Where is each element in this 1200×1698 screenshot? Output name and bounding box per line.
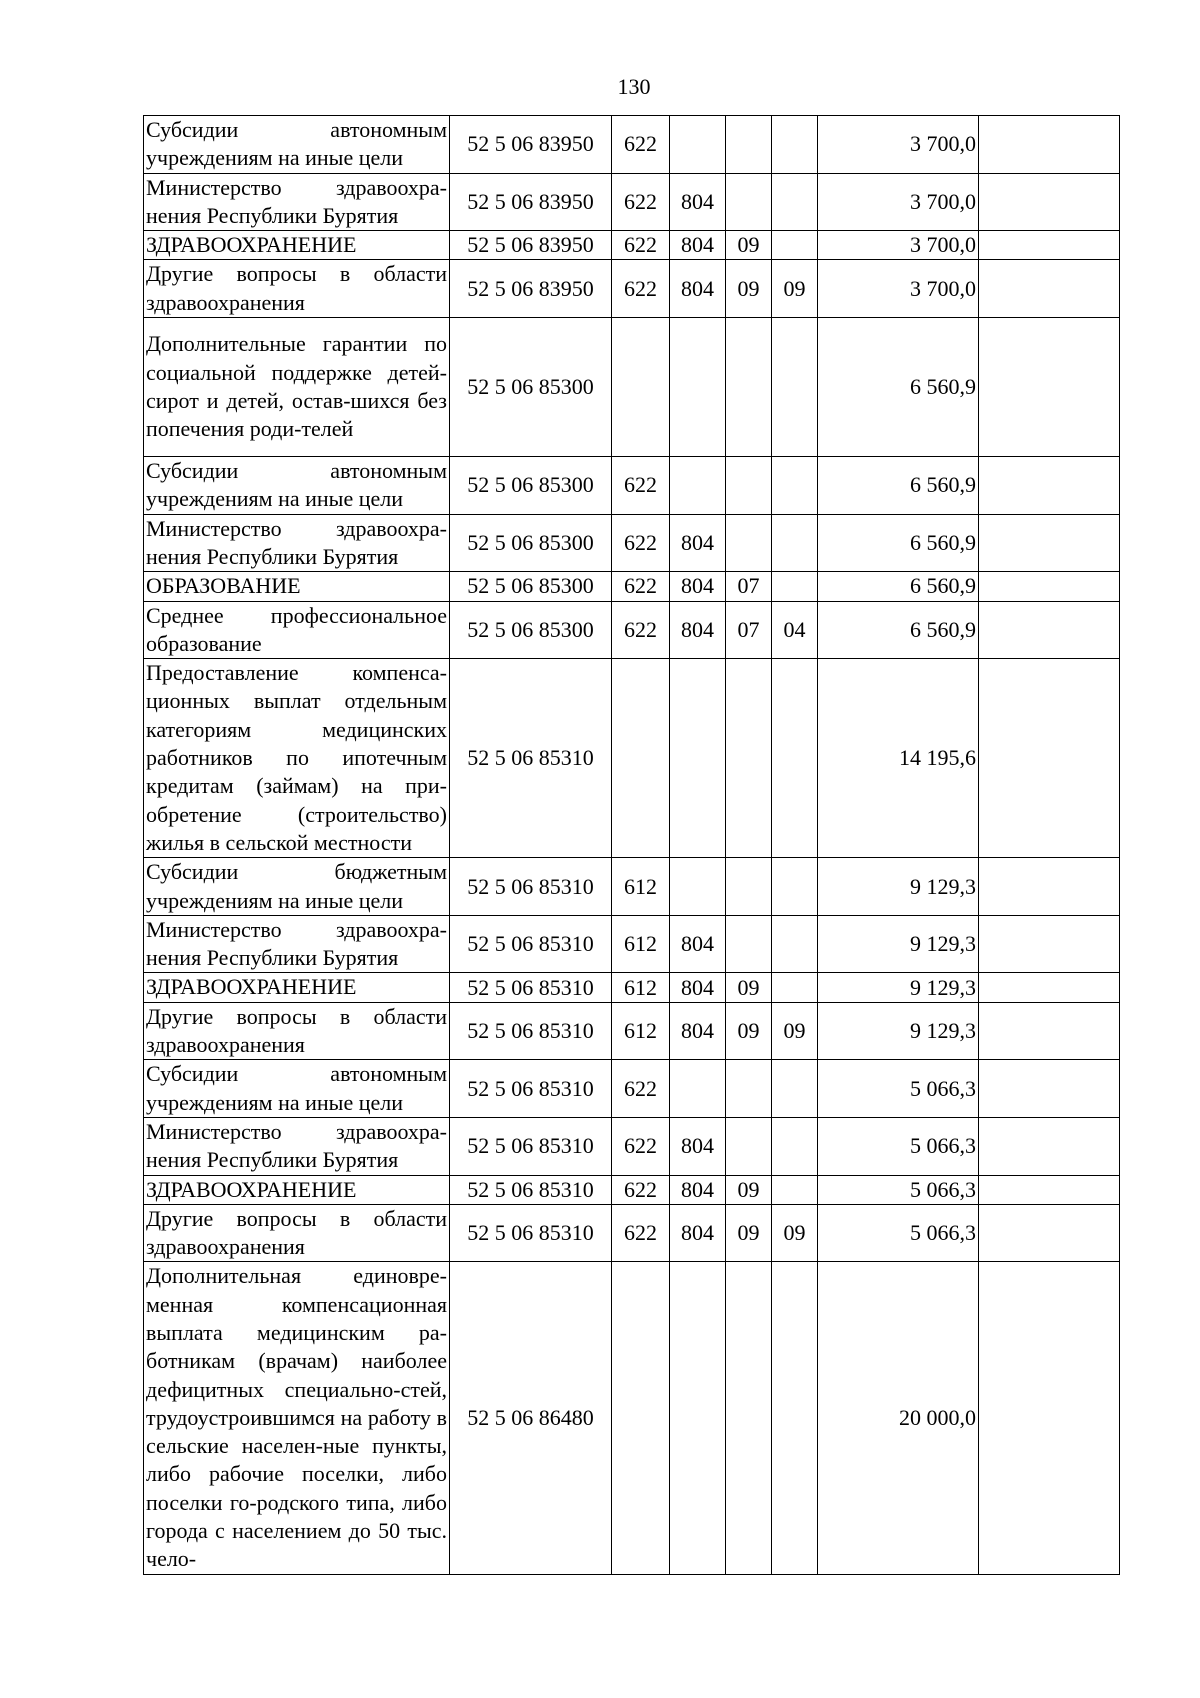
- table-row: [144, 858, 1120, 916]
- cell-section: [726, 457, 772, 515]
- cell-subsection: [772, 457, 818, 515]
- cell-subsection: [772, 173, 818, 231]
- cell-ministry-code: [670, 457, 726, 515]
- table-row: [144, 116, 1120, 174]
- cell-amount: 5 066,3: [818, 1117, 979, 1175]
- cell-expense-type: [612, 318, 670, 457]
- cell-ministry-code: 804: [670, 231, 726, 260]
- cell-target-article: 52 5 06 85310: [450, 1002, 612, 1060]
- cell-subsection: 04: [772, 601, 818, 659]
- cell-target-article: 52 5 06 83950: [450, 173, 612, 231]
- cell-empty: [979, 260, 1120, 318]
- cell-amount: 5 066,3: [818, 1060, 979, 1118]
- cell-target-article: 52 5 06 85310: [450, 973, 612, 1002]
- cell-expense-type: 612: [612, 1002, 670, 1060]
- cell-subsection: [772, 1060, 818, 1118]
- cell-empty: [979, 231, 1120, 260]
- cell-empty: [979, 973, 1120, 1002]
- cell-empty: [979, 318, 1120, 457]
- cell-empty: [979, 915, 1120, 973]
- cell-ministry-code: [670, 116, 726, 174]
- cell-name: ЗДРАВООХРАНЕНИЕ: [144, 1175, 450, 1204]
- cell-section: [726, 318, 772, 457]
- cell-section: [726, 1262, 772, 1574]
- cell-name: Предоставление компенса-ционных выплат отдельным категориям медицинских работников по ипотечным кредитам (займам) на при-обретение (строительство) жилья в сельской местности: [144, 659, 450, 858]
- cell-ministry-code: 804: [670, 1117, 726, 1175]
- table-row: [144, 1204, 1120, 1262]
- table-row: [144, 572, 1120, 601]
- cell-amount: 3 700,0: [818, 231, 979, 260]
- cell-target-article: 52 5 06 83950: [450, 260, 612, 318]
- cell-expense-type: 622: [612, 1117, 670, 1175]
- cell-amount: 3 700,0: [818, 260, 979, 318]
- cell-name: Другие вопросы в области здравоохранения: [144, 1204, 450, 1262]
- cell-target-article: 52 5 06 83950: [450, 231, 612, 260]
- table-row: [144, 659, 1120, 858]
- cell-target-article: 52 5 06 85310: [450, 1175, 612, 1204]
- table-row: [144, 1002, 1120, 1060]
- cell-expense-type: 622: [612, 260, 670, 318]
- cell-empty: [979, 601, 1120, 659]
- cell-amount: 5 066,3: [818, 1175, 979, 1204]
- cell-section: [726, 858, 772, 916]
- cell-expense-type: 612: [612, 973, 670, 1002]
- cell-amount: 9 129,3: [818, 1002, 979, 1060]
- cell-empty: [979, 1262, 1120, 1574]
- cell-subsection: [772, 1175, 818, 1204]
- cell-ministry-code: [670, 858, 726, 916]
- cell-amount: 6 560,9: [818, 514, 979, 572]
- cell-section: [726, 659, 772, 858]
- cell-amount: 3 700,0: [818, 116, 979, 174]
- cell-expense-type: 622: [612, 1204, 670, 1262]
- cell-expense-type: 622: [612, 173, 670, 231]
- table-row: [144, 231, 1120, 260]
- cell-section: 09: [726, 231, 772, 260]
- cell-ministry-code: 804: [670, 514, 726, 572]
- cell-expense-type: 622: [612, 457, 670, 515]
- cell-target-article: 52 5 06 85310: [450, 858, 612, 916]
- cell-expense-type: 622: [612, 231, 670, 260]
- cell-target-article: 52 5 06 85310: [450, 1117, 612, 1175]
- cell-name: Другие вопросы в области здравоохранения: [144, 260, 450, 318]
- cell-name: ОБРАЗОВАНИЕ: [144, 572, 450, 601]
- cell-subsection: [772, 858, 818, 916]
- cell-subsection: [772, 116, 818, 174]
- cell-subsection: [772, 659, 818, 858]
- page-number: 130: [617, 74, 651, 99]
- cell-expense-type: 612: [612, 915, 670, 973]
- cell-name: Министерство здравоохра-нения Республики Бурятия: [144, 915, 450, 973]
- cell-section: [726, 514, 772, 572]
- cell-ministry-code: 804: [670, 973, 726, 1002]
- cell-section: 07: [726, 601, 772, 659]
- cell-amount: 9 129,3: [818, 858, 979, 916]
- cell-amount: 5 066,3: [818, 1204, 979, 1262]
- cell-ministry-code: [670, 659, 726, 858]
- cell-target-article: 52 5 06 85300: [450, 572, 612, 601]
- cell-subsection: [772, 572, 818, 601]
- cell-name: Дополнительная единовре-менная компенсационная выплата медицинским ра-ботникам (врачам) наиболее дефицитных специально-стей, трудоустроившимся на работу в сельские населен-ные пункты, либо рабочие поселки, либо поселки го-родского типа, либо города с населением до 50 тыс. чело-: [144, 1262, 450, 1574]
- cell-section: [726, 1060, 772, 1118]
- cell-amount: 3 700,0: [818, 173, 979, 231]
- cell-expense-type: 622: [612, 1060, 670, 1118]
- cell-target-article: 52 5 06 85310: [450, 915, 612, 973]
- cell-subsection: 09: [772, 260, 818, 318]
- cell-ministry-code: [670, 1060, 726, 1118]
- cell-ministry-code: 804: [670, 1175, 726, 1204]
- table-row: [144, 601, 1120, 659]
- cell-expense-type: 612: [612, 858, 670, 916]
- cell-name: Субсидии автономным учреждениям на иные цели: [144, 457, 450, 515]
- cell-expense-type: 622: [612, 1175, 670, 1204]
- cell-ministry-code: 804: [670, 915, 726, 973]
- cell-subsection: [772, 514, 818, 572]
- cell-ministry-code: 804: [670, 173, 726, 231]
- cell-ministry-code: 804: [670, 260, 726, 318]
- cell-section: 09: [726, 973, 772, 1002]
- table-row: [144, 260, 1120, 318]
- cell-amount: 6 560,9: [818, 601, 979, 659]
- cell-name: Субсидии автономным учреждениям на иные цели: [144, 1060, 450, 1118]
- cell-amount: 14 195,6: [818, 659, 979, 858]
- table-row: [144, 1060, 1120, 1118]
- cell-target-article: 52 5 06 85310: [450, 1060, 612, 1118]
- cell-name: Субсидии автономным учреждениям на иные цели: [144, 116, 450, 174]
- cell-ministry-code: [670, 1262, 726, 1574]
- table-row: [144, 973, 1120, 1002]
- cell-empty: [979, 1175, 1120, 1204]
- cell-amount: 9 129,3: [818, 915, 979, 973]
- cell-name: Субсидии бюджетным учреждениям на иные цели: [144, 858, 450, 916]
- cell-target-article: 52 5 06 85300: [450, 514, 612, 572]
- cell-amount: 6 560,9: [818, 572, 979, 601]
- cell-target-article: 52 5 06 85310: [450, 659, 612, 858]
- cell-empty: [979, 858, 1120, 916]
- cell-section: 09: [726, 1204, 772, 1262]
- table-body: [144, 116, 1120, 1575]
- cell-empty: [979, 1204, 1120, 1262]
- cell-empty: [979, 514, 1120, 572]
- cell-empty: [979, 1060, 1120, 1118]
- cell-subsection: [772, 1117, 818, 1175]
- cell-subsection: [772, 1262, 818, 1574]
- cell-subsection: [772, 915, 818, 973]
- cell-subsection: [772, 973, 818, 1002]
- cell-ministry-code: 804: [670, 1002, 726, 1060]
- cell-section: 09: [726, 1175, 772, 1204]
- cell-name: ЗДРАВООХРАНЕНИЕ: [144, 973, 450, 1002]
- cell-expense-type: 622: [612, 601, 670, 659]
- cell-subsection: [772, 318, 818, 457]
- cell-name: Дополнительные гарантии по социальной поддержке детей-сирот и детей, остав-шихся без попечения роди-телей: [144, 318, 450, 457]
- cell-target-article: 52 5 06 83950: [450, 116, 612, 174]
- cell-section: 07: [726, 572, 772, 601]
- cell-section: 09: [726, 1002, 772, 1060]
- cell-name: ЗДРАВООХРАНЕНИЕ: [144, 231, 450, 260]
- cell-ministry-code: [670, 318, 726, 457]
- cell-section: [726, 915, 772, 973]
- cell-target-article: 52 5 06 85300: [450, 601, 612, 659]
- cell-amount: 9 129,3: [818, 973, 979, 1002]
- table-row: [144, 514, 1120, 572]
- table-row: [144, 915, 1120, 973]
- cell-subsection: 09: [772, 1204, 818, 1262]
- cell-empty: [979, 659, 1120, 858]
- table-row: [144, 1175, 1120, 1204]
- table-row: [144, 1117, 1120, 1175]
- cell-empty: [979, 457, 1120, 515]
- cell-empty: [979, 116, 1120, 174]
- cell-expense-type: [612, 659, 670, 858]
- cell-ministry-code: 804: [670, 601, 726, 659]
- cell-target-article: 52 5 06 85310: [450, 1204, 612, 1262]
- table-row: [144, 457, 1120, 515]
- cell-empty: [979, 173, 1120, 231]
- cell-expense-type: 622: [612, 116, 670, 174]
- cell-empty: [979, 572, 1120, 601]
- cell-name: Другие вопросы в области здравоохранения: [144, 1002, 450, 1060]
- cell-target-article: 52 5 06 86480: [450, 1262, 612, 1574]
- cell-name: Министерство здравоохра-нения Республики Бурятия: [144, 173, 450, 231]
- cell-name: Министерство здравоохра-нения Республики Бурятия: [144, 1117, 450, 1175]
- cell-ministry-code: 804: [670, 1204, 726, 1262]
- table-row: [144, 318, 1120, 457]
- table-row: [144, 173, 1120, 231]
- cell-amount: 6 560,9: [818, 457, 979, 515]
- cell-target-article: 52 5 06 85300: [450, 318, 612, 457]
- table-row: [144, 1262, 1120, 1574]
- cell-expense-type: 622: [612, 514, 670, 572]
- cell-ministry-code: 804: [670, 572, 726, 601]
- cell-expense-type: [612, 1262, 670, 1574]
- cell-name: Среднее профессиональное образование: [144, 601, 450, 659]
- cell-empty: [979, 1002, 1120, 1060]
- cell-section: [726, 173, 772, 231]
- cell-expense-type: 622: [612, 572, 670, 601]
- cell-subsection: 09: [772, 1002, 818, 1060]
- cell-section: [726, 1117, 772, 1175]
- budget-table: [143, 115, 1120, 1575]
- cell-amount: 20 000,0: [818, 1262, 979, 1574]
- cell-section: [726, 116, 772, 174]
- cell-amount: 6 560,9: [818, 318, 979, 457]
- cell-empty: [979, 1117, 1120, 1175]
- cell-subsection: [772, 231, 818, 260]
- cell-name: Министерство здравоохра-нения Республики Бурятия: [144, 514, 450, 572]
- cell-section: 09: [726, 260, 772, 318]
- cell-target-article: 52 5 06 85300: [450, 457, 612, 515]
